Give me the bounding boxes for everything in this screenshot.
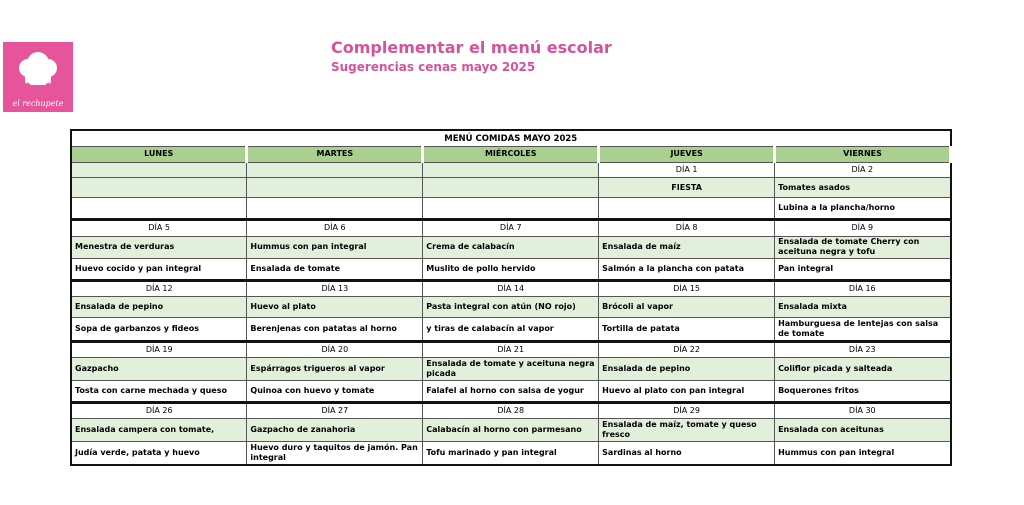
day-number: DÍA 16	[775, 281, 951, 297]
menu-item: Crema de calabacín	[423, 236, 599, 259]
menu-item: Calabacín al horno con parmesano	[423, 419, 599, 442]
logo	[3, 42, 73, 112]
menu-item: Hummus con pan integral	[247, 236, 423, 259]
menu-item: Huevo al plato	[247, 297, 423, 318]
menu-item: Ensalada de pepino	[71, 297, 247, 318]
menu-item: Tortilla de patata	[599, 318, 775, 342]
menu-item: Ensalada con aceitunas	[775, 419, 951, 442]
day-number: DÍA 1	[599, 162, 775, 177]
menu-item: Quinoa con huevo y tomate	[247, 381, 423, 403]
menu-item: Ensalada mixta	[775, 297, 951, 318]
day-header-martes: MARTES	[247, 147, 423, 162]
empty-cell	[247, 198, 423, 220]
menu-item: Pan integral	[775, 259, 951, 281]
menu-item: Menestra de verduras	[71, 236, 247, 259]
empty-cell	[423, 162, 599, 177]
day-number: DÍA 20	[247, 341, 423, 357]
menu-item: Falafel al horno con salsa de yogur	[423, 381, 599, 403]
menu-item: Salmón a la plancha con patata	[599, 259, 775, 281]
day-number: DÍA 7	[423, 220, 599, 236]
menu-item: Hummus con pan integral	[775, 442, 951, 466]
day-header-miercoles: MIÉRCOLES	[423, 147, 599, 162]
day-number: DÍA 2	[775, 162, 951, 177]
day-number: DÍA 27	[247, 402, 423, 418]
day-number: DÍA 26	[71, 402, 247, 418]
day-number: DÍA 8	[599, 220, 775, 236]
menu-item: Tomates asados	[775, 177, 951, 198]
menu-table	[70, 129, 952, 466]
empty-cell	[423, 198, 599, 220]
day-number: DÍA 22	[599, 341, 775, 357]
menu-item: Ensalada de pepino	[599, 358, 775, 381]
menu-item: Coliflor picada y salteada	[775, 358, 951, 381]
day-number: DÍA 21	[423, 341, 599, 357]
menu-item: Huevo al plato con pan integral	[599, 381, 775, 403]
logo-text: el rechupete	[12, 99, 64, 108]
menu-item: Judía verde, patata y huevo	[71, 442, 247, 466]
menu-item: y tiras de calabacín al vapor	[423, 318, 599, 342]
menu-item: Tosta con carne mechada y queso	[71, 381, 247, 403]
menu-item: Hamburguesa de lentejas con salsa de tomate	[775, 318, 951, 342]
page-subtitle: Sugerencias cenas mayo 2025	[331, 60, 536, 74]
menu-item: Muslito de pollo hervido	[423, 259, 599, 281]
menu-item: Tofu marinado y pan integral	[423, 442, 599, 466]
day-number: DÍA 19	[71, 341, 247, 357]
menu-item: Boquerones fritos	[775, 381, 951, 403]
menu-item: Lubina a la plancha/horno	[775, 198, 951, 220]
menu-item: Gazpacho de zanahoria	[247, 419, 423, 442]
day-number: DÍA 9	[775, 220, 951, 236]
menu-item: Brócoli al vapor	[599, 297, 775, 318]
day-number: DÍA 5	[71, 220, 247, 236]
menu-item: Sopa de garbanzos y fideos	[71, 318, 247, 342]
day-number: DÍA 12	[71, 281, 247, 297]
menu-item: Sardinas al horno	[599, 442, 775, 466]
table-caption: MENÚ COMIDAS MAYO 2025	[71, 130, 951, 147]
empty-cell	[247, 162, 423, 177]
menu-item: Ensalada de tomate	[247, 259, 423, 281]
day-number: DÍA 23	[775, 341, 951, 357]
page-title: Complementar el menú escolar	[331, 38, 612, 57]
empty-cell	[71, 198, 247, 220]
day-header-viernes: VIERNES	[775, 147, 951, 162]
menu-item: Pasta integral con atún (NO rojo)	[423, 297, 599, 318]
menu-item: FIESTA	[599, 177, 775, 198]
empty-cell	[247, 177, 423, 198]
menu-item: Ensalada de maíz, tomate y queso fresco	[599, 419, 775, 442]
menu-item: Huevo duro y taquitos de jamón. Pan integral	[247, 442, 423, 466]
day-header-lunes: LUNES	[71, 147, 247, 162]
menu-item	[599, 198, 775, 220]
empty-cell	[71, 162, 247, 177]
menu-item: Espárragos trigueros al vapor	[247, 358, 423, 381]
menu-item: Huevo cocido y pan integral	[71, 259, 247, 281]
empty-cell	[71, 177, 247, 198]
day-number: DÍA 30	[775, 402, 951, 418]
day-number: DÍA 6	[247, 220, 423, 236]
day-number: DÍA 28	[423, 402, 599, 418]
menu-item: Ensalada de tomate Cherry con aceituna negra y tofu	[775, 236, 951, 259]
day-number: DÍA 29	[599, 402, 775, 418]
empty-cell	[423, 177, 599, 198]
menu-item: Ensalada campera con tomate,	[71, 419, 247, 442]
menu-item: Ensalada de tomate y aceituna negra picada	[423, 358, 599, 381]
menu-item: Ensalada de maíz	[599, 236, 775, 259]
day-header-jueves: JUEVES	[599, 147, 775, 162]
day-number: DÍA 14	[423, 281, 599, 297]
day-number: DÍA 15	[599, 281, 775, 297]
day-number: DÍA 13	[247, 281, 423, 297]
menu-item: Berenjenas con patatas al horno	[247, 318, 423, 342]
menu-item: Gazpacho	[71, 358, 247, 381]
